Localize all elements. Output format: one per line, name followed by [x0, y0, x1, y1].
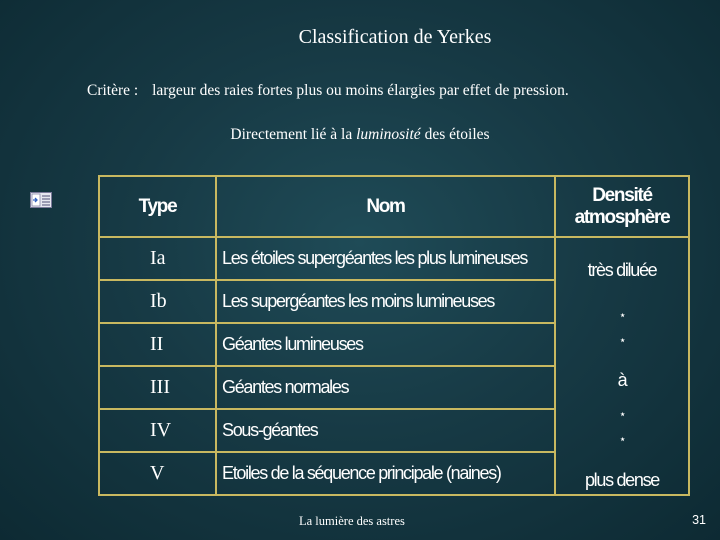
- densite-middle: à: [617, 370, 627, 390]
- star-icon: ⋆: [618, 308, 626, 322]
- nom-cell: Etoiles de la séquence principale (naines): [216, 452, 555, 495]
- type-cell: Ib: [99, 280, 216, 323]
- densite-scale: [556, 260, 688, 490]
- nom-cell: Géantes lumineuses: [216, 323, 555, 366]
- table-header-row: [99, 176, 689, 237]
- header-nom: Nom: [216, 176, 555, 237]
- type-cell: II: [99, 323, 216, 366]
- luminosity-note: [0, 126, 720, 144]
- action-button-icon[interactable]: [30, 192, 52, 208]
- footer-text: La lumière des astres: [299, 514, 405, 528]
- densite-cell: [555, 237, 689, 495]
- criteria-text: largeur des raies fortes plus ou moins élargies par effet de pression.: [152, 82, 569, 99]
- star-icon: ⋆: [618, 432, 626, 446]
- nom-cell: Les étoiles supergéantes les plus lumineuses: [216, 237, 555, 280]
- star-icon: ⋆: [618, 333, 626, 347]
- luminosity-note-suffix: des étoiles: [424, 126, 490, 143]
- luminosity-note-prefix: Directement lié à la: [230, 126, 353, 143]
- luminosity-word: luminosité: [356, 126, 421, 143]
- nom-cell: Géantes normales: [216, 366, 555, 409]
- type-cell: III: [99, 366, 216, 409]
- densite-bottom: plus dense: [584, 470, 660, 490]
- nom-cell: Sous-géantes: [216, 409, 555, 452]
- table-row: [99, 237, 689, 280]
- criteria-label: Critère :: [87, 82, 139, 99]
- type-cell: V: [99, 452, 216, 495]
- type-cell: IV: [99, 409, 216, 452]
- nom-cell: Les supergéantes les moins lumineuses: [216, 280, 555, 323]
- header-type: Type: [99, 176, 216, 237]
- criteria-line: [87, 82, 569, 100]
- densite-top: très diluée: [587, 260, 657, 280]
- slide-title: Classification de Yerkes: [298, 26, 492, 48]
- type-cell: Ia: [99, 237, 216, 280]
- star-icon: ⋆: [618, 407, 626, 421]
- page-number: 31: [692, 513, 706, 527]
- header-densite: Densité atmosphère: [555, 176, 689, 237]
- yerkes-table: [98, 175, 690, 496]
- yerkes-table-container: [98, 175, 690, 495]
